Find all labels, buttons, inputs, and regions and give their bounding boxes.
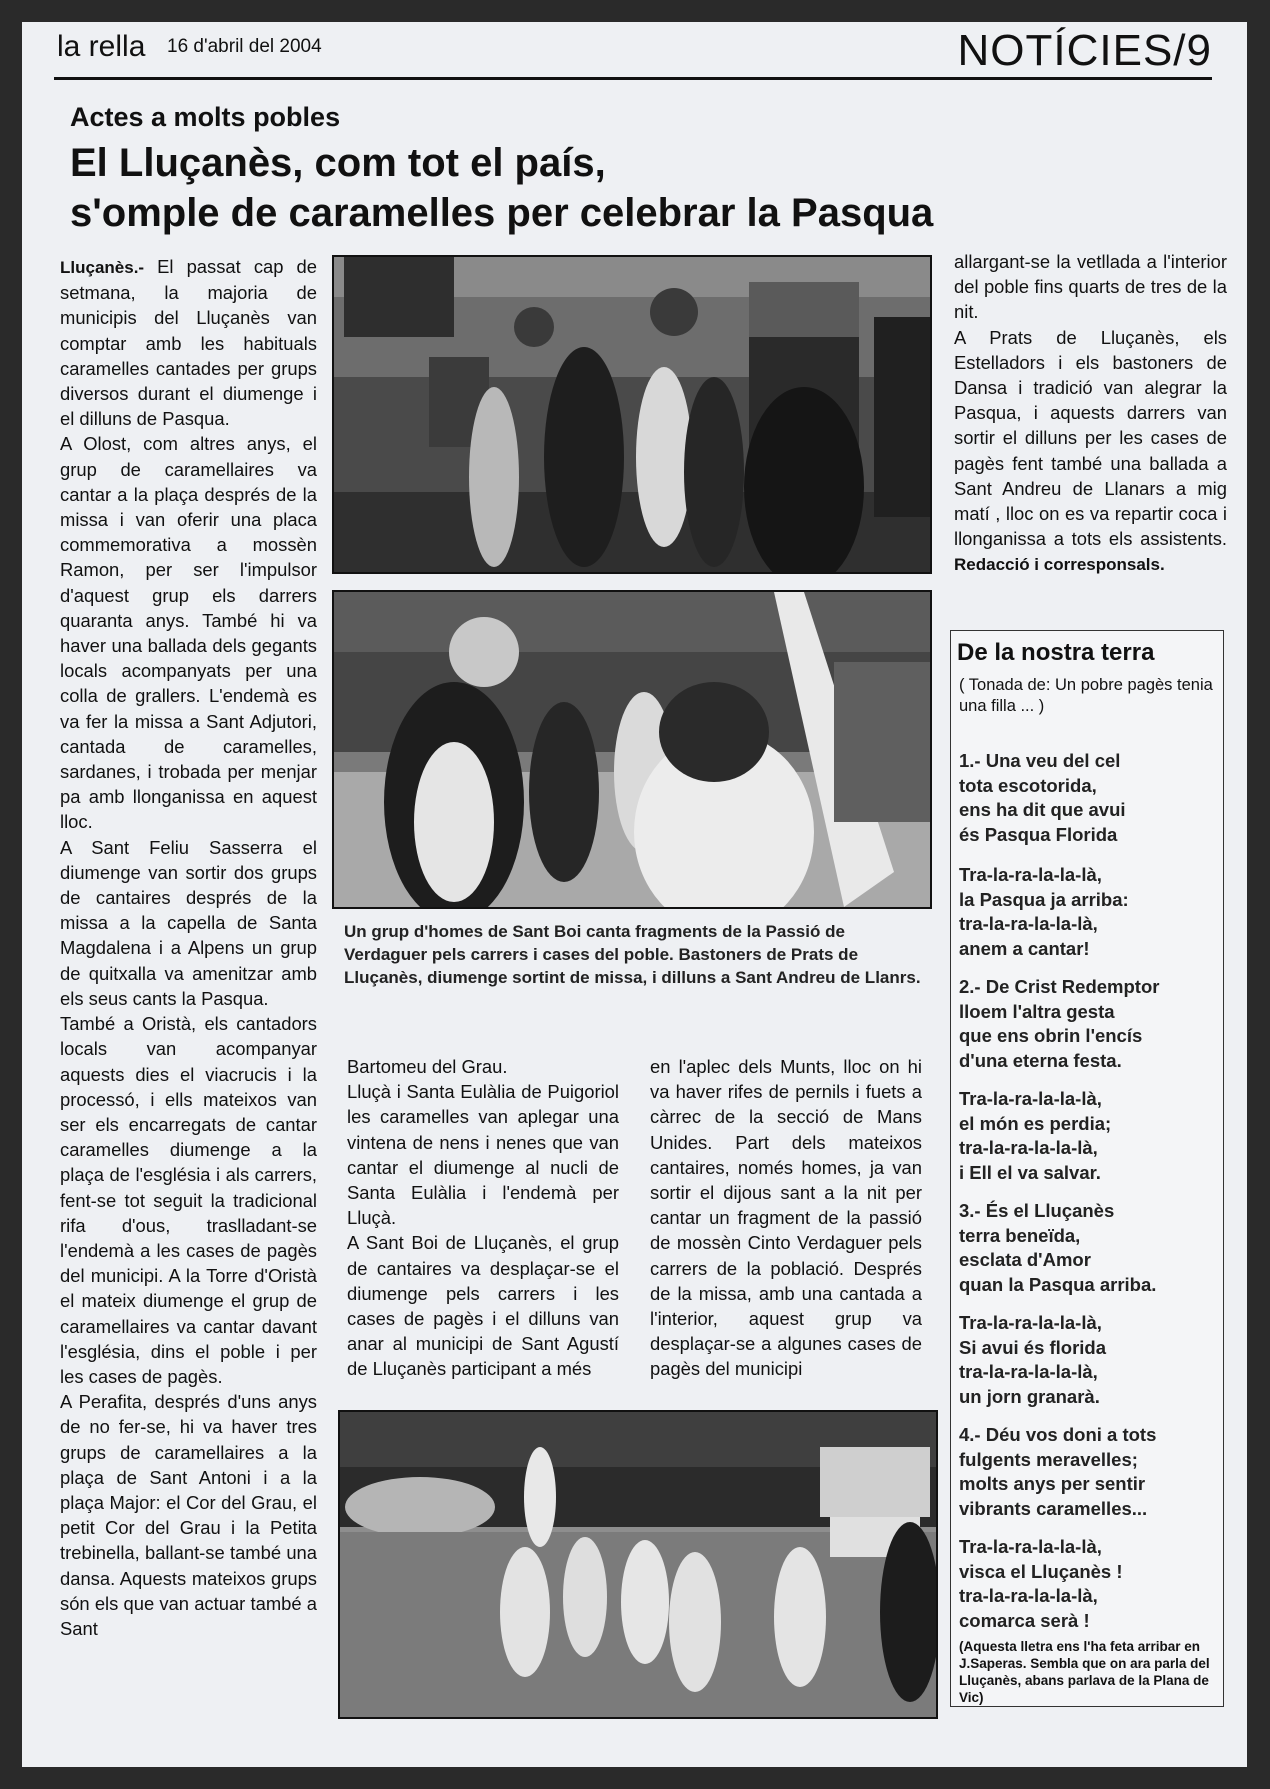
lead-tag: Lluçanès.- xyxy=(60,258,145,277)
article-kicker: Actes a molts pobles xyxy=(70,102,341,132)
paragraph: A Sant Feliu Sasserra el diumenge van sortir dos grups de cantaires després de la missa a la capella de Santa Magdalena i a Alpens un grup de quitxalla va amenitzar amb els seus cants la Pasqua. xyxy=(60,836,317,1009)
stanza-2: 2.- De Crist Redemptor lloem l'altra gesta que ens obrin l'encís d'una eterna festa. xyxy=(959,976,1160,1071)
section-page-label: NOTÍCIES/9 xyxy=(957,26,1212,75)
paragraph: en l'aplec dels Munts, lloc on hi va haver rifes de pernils i fuets a càrrec de la secció de Mans Unides. Part dels mateixos cantaires, només homes, ja van sortir el dijous sant a la nit per cantar un fragment de la passió de mossèn Cinto Verdaguer pels carrers de la població. Després de la missa, amb una cantada a l'interior, aquest grup va desplaçar-se a algunes cases de pagès del municipi xyxy=(650,1056,922,1380)
article-column-2 xyxy=(347,1054,619,1382)
sidebar-song xyxy=(950,630,1224,1707)
newspaper-page xyxy=(22,22,1247,1767)
issue-date: 16 d'abril del 2004 xyxy=(167,36,322,57)
paragraph: Bartomeu del Grau. xyxy=(347,1056,508,1077)
stanza-4: 4.- Déu vos doni a tots fulgents meravelles; molts anys per sentir vibrants caramelles... xyxy=(959,1424,1157,1519)
paragraph: A Sant Boi de Lluçanès, el grup de cantaires va desplaçar-se el diumenge pels carrers i les cases de pagès i el dilluns van anar al municipi de Sant Agustí de Lluçanès participant a més xyxy=(347,1232,619,1380)
refrain-1: Tra-la-ra-la-la-là, la Pasqua ja arriba: tra-la-ra-la-la-là, anem a cantar! xyxy=(959,864,1129,959)
paragraph: A Perafita, després d'uns anys de no fer-se, hi va haver tres grups de caramellaires a la plaça de Sant Antoni i a la plaça Major: el Cor del Grau, el petit Cor del Grau i la Petita trebinella, ballant-se també una dansa. Aquests mateixos grups són els que van actuar també a Sant xyxy=(60,1391,317,1639)
article-column-1 xyxy=(60,254,317,1641)
paragraph: Lluçanès.- El passat cap de setmana, la majoria de municipis del Lluçanès van comptar amb les habituals caramelles cantades per grups diversos durant el diumenge i el dilluns de Pasqua. xyxy=(60,256,317,430)
article-column-3 xyxy=(650,1054,922,1382)
paragraph: També a Oristà, els cantadors locals van acompanyar aquests dies el viacrucis i la processó, i ells mateixos van ser els encarregats de cantar caramelles diumenge a la plaça de l'església i als carrers, fent-se tot seguit la tradicional rifa d'ous, traslladant-se l'endemà a les cases de pagès del municipi. A la Torre d'Oristà el mateix diumenge el grup de caramellaires va cantar davant l'església, dins el poble i per les cases de pagès. xyxy=(60,1013,317,1387)
photo-bastoners xyxy=(332,590,932,909)
photo-dancers-outdoor xyxy=(338,1410,938,1719)
paragraph: Lluçà i Santa Eulàlia de Puigoriol les caramelles van aplegar una vintena de nens i nenes que van cantar el diumenge al nucli de Santa Eulàlia i l'endemà per Lluçà. xyxy=(347,1081,619,1229)
stanza-3: 3.- És el Lluçanès terra beneïda, esclata d'Amor quan la Pasqua arriba. xyxy=(959,1200,1157,1295)
refrain-3: Tra-la-ra-la-la-là, Si avui és florida tra-la-ra-la-la-là, un jorn granarà. xyxy=(959,1312,1107,1407)
headline-line-2: s'omple de caramelles per celebrar la Pasqua xyxy=(70,191,934,235)
sidebar-note: (Aquesta lletra ens l'ha feta arribar en J.Saperas. Sembla que on ara parla del Lluçanès, abans parlava de la Plana de Vic) xyxy=(959,1639,1210,1705)
paragraph: A Olost, com altres anys, el grup de caramellaires va cantar a la plaça després de la missa i van oferir una placa commemorativa a mossèn Ramon, per ser l'impulsor d'aquest grup els darrers quaranta anys. També hi va haver una ballada dels gegants locals acompanyats per una colla de grallers. L'endemà es va fer la missa a Sant Adjutori, cantada de caramelles, sardanes, i trobada per menjar pa amb llonganissa en aquest lloc. xyxy=(60,433,317,833)
stanza-1: 1.- Una veu del cel tota escotorida, ens ha dit que avui és Pasqua Florida xyxy=(959,750,1126,845)
article-column-4 xyxy=(954,249,1227,578)
sidebar-subtitle: ( Tonada de: Un pobre pagès tenia una filla ... ) xyxy=(959,676,1213,715)
photo-singers-indoor xyxy=(332,255,932,574)
byline-credit: Redacció i corresponsals. xyxy=(954,555,1165,575)
header-rule xyxy=(54,77,1212,80)
paragraph: A Prats de Lluçanès, els Estelladors i els bastoners de Dansa i tradició van alegrar la Pasqua, i aquests darrers van sortir el dilluns per les cases de pagès fent també una ballada a Sant Andreu de Llanars a mig matí , lloc on es va repartir coca i llonganissa a tots els assistents. Redacció i corresponsals. xyxy=(954,326,1227,575)
photo-caption: Un grup d'homes de Sant Boi canta fragments de la Passió de Verdaguer pels carrers i cases del poble. Bastoners de Prats de Lluçanès, diumenge sortint de missa, i dilluns a Sant Andreu de Llanrs. xyxy=(344,922,921,987)
paragraph: allargant-se la vetllada a l'interior del poble fins quarts de tres de la nit. xyxy=(954,251,1227,323)
article-headline xyxy=(70,138,1070,238)
refrain-2: Tra-la-ra-la-la-là, el món es perdia; tra-la-ra-la-la-là, i Ell el va salvar. xyxy=(959,1088,1112,1183)
masthead-brand: la rella xyxy=(57,30,146,63)
refrain-4: Tra-la-ra-la-la-là, visca el Lluçanès ! tra-la-ra-la-la-là, comarca serà ! xyxy=(959,1536,1123,1631)
headline-line-1: El Lluçanès, com tot el país, xyxy=(70,141,606,185)
sidebar-title: De la nostra terra xyxy=(957,639,1155,666)
